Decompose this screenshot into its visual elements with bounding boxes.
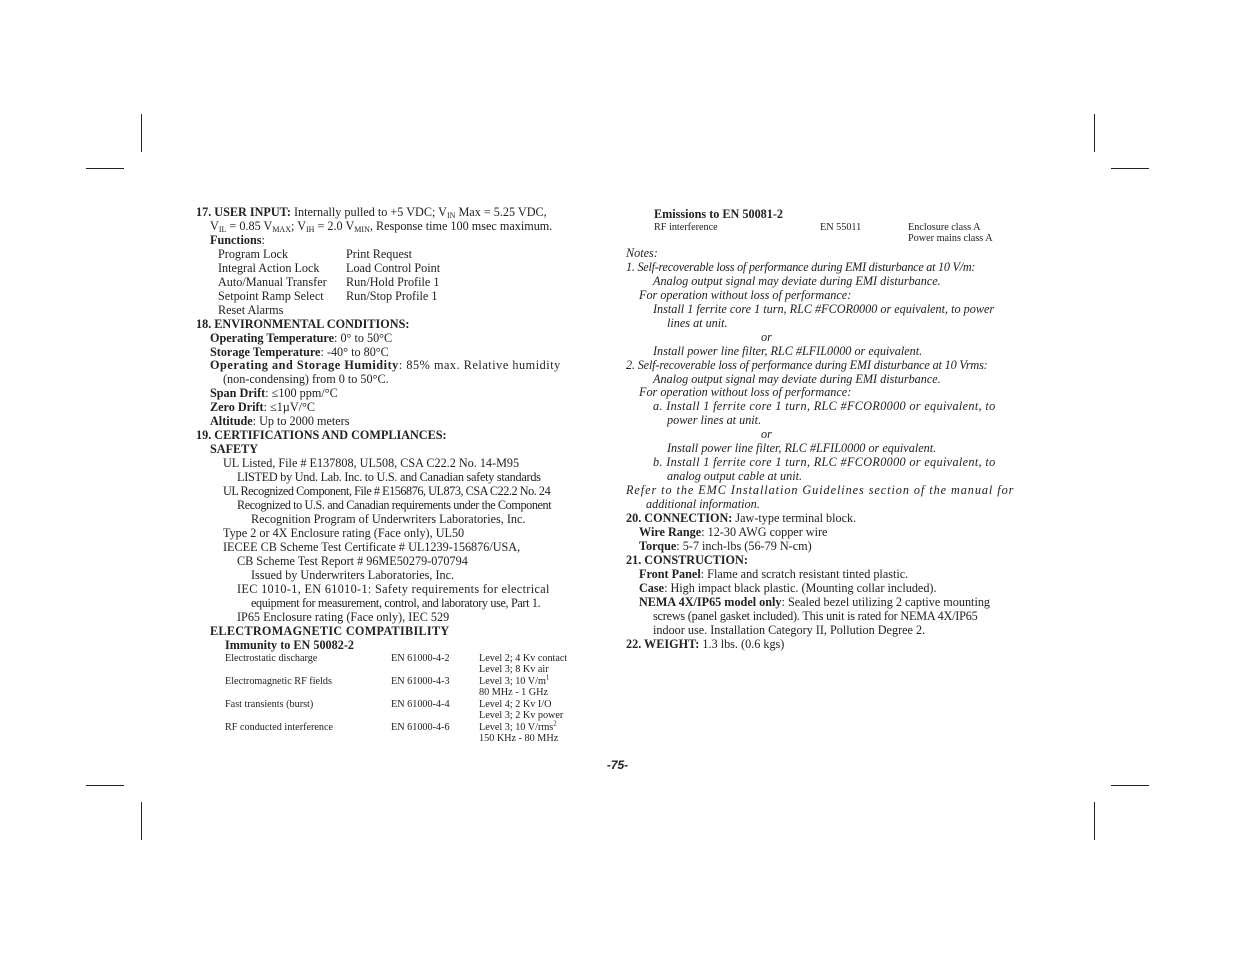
span-drift: Span Drift: ≤100 ppm/°C [210, 386, 338, 401]
safety-line: Recognition Program of Underwriters Laboratories, Inc. [251, 511, 526, 526]
function-item: Integral Action Lock [218, 260, 320, 275]
crop-mark [1111, 785, 1149, 786]
front-panel: Front Panel: Flame and scratch resistant tinted plastic. [639, 566, 909, 581]
humidity-cont: (non-condensing) from 0 to 50°C. [223, 372, 389, 387]
functions-label: Functions: [210, 232, 265, 247]
function-item: Run/Hold Profile 1 [346, 274, 440, 289]
crop-mark [141, 114, 142, 152]
function-item: Load Control Point [346, 260, 441, 275]
table-cell: Level 3; 10 $V/m^1$ [479, 673, 550, 687]
note-line: For operation without loss of performance: [639, 287, 852, 302]
functions-list [196, 248, 582, 318]
function-item: Auto/Manual Transfer [218, 274, 327, 289]
humidity: Operating and Storage Humidity: 85% max. Relative humidity [210, 358, 561, 373]
function-item: Reset Alarms [218, 302, 284, 317]
nema-cont: indoor use. Installation Category II, Pollution Degree 2. [653, 622, 926, 637]
table-cell: Level 2; 4 Kv contact [479, 652, 568, 664]
immunity-table [196, 653, 582, 745]
table-cell: Fast transients (burst) [225, 698, 314, 710]
zero-drift: Zero Drift: ≤1µV/°C [210, 400, 316, 415]
table-cell [225, 664, 391, 676]
function-item [346, 304, 466, 318]
notes-label: Notes: [626, 245, 658, 260]
table-cell: Power mains class A [908, 233, 993, 245]
table-cell [391, 687, 479, 699]
case: Case: High impact black plastic. (Mounting collar included). [639, 580, 937, 595]
crop-mark [1094, 802, 1095, 840]
table-cell: EN 61000-4-4 [391, 698, 450, 710]
table-cell: Level 3; 2 Kv power [479, 710, 564, 721]
note-line: a. Install 1 ferrite core 1 turn, RLC #FCOR0000 or equivalent, to [653, 399, 996, 414]
table-cell: EN 61000-4-6 [391, 721, 450, 733]
table-cell: Electromagnetic RF fields [225, 675, 332, 687]
function-item: Print Request [346, 246, 413, 261]
connection: 20. CONNECTION: Jaw-type terminal block. [626, 511, 857, 526]
table-cell: EN 61000-4-3 [391, 675, 450, 687]
crop-mark [1094, 114, 1095, 152]
section-17-heading: 17. USER INPUT: [196, 205, 291, 219]
wire-range: Wire Range: 12-30 AWG copper wire [639, 525, 828, 540]
note-line: b. Install 1 ferrite core 1 turn, RLC #FCOR0000 or equivalent, to [653, 455, 996, 470]
table-cell [225, 733, 391, 745]
section-18-heading: 18. ENVIRONMENTAL CONDITIONS: [196, 316, 410, 331]
footnote-marker: 1 [545, 673, 550, 682]
safety-line: Issued by Underwriters Laboratories, Inc. [251, 567, 455, 582]
table-cell [654, 233, 820, 245]
safety-line: IECEE CB Scheme Test Certificate # UL1239-156876/USA, [223, 539, 521, 554]
operating-temperature: Operating Temperature: 0° to 50°C [210, 330, 393, 345]
left-column [196, 206, 582, 745]
emissions-table [626, 222, 1016, 245]
safety-line: IEC 1010-1, EN 61010-1: Safety requirements for electrical [237, 581, 550, 596]
crop-mark [1111, 168, 1149, 169]
note-line: For operation without loss of performance: [639, 385, 852, 400]
safety-line: UL Recognized Component, File # E156876, UL873, CSA C22.2 No. 24 [223, 484, 551, 499]
table-cell [391, 664, 479, 676]
function-item: Program Lock [218, 246, 289, 261]
crop-mark [141, 802, 142, 840]
page-number: -75- [606, 758, 629, 772]
note-or: or [761, 427, 772, 442]
safety-line: IP65 Enclosure rating (Face only), IEC 529 [237, 609, 450, 624]
note-line: Refer to the EMC Installation Guidelines section of the manual for [626, 483, 1015, 498]
note-line: Analog output signal may deviate during EMI disturbance. [653, 273, 941, 288]
note-or: or [761, 329, 772, 344]
section-21-heading: 21. CONSTRUCTION: [626, 552, 748, 567]
safety-line: CB Scheme Test Report # 96ME50279-070794 [237, 553, 468, 568]
safety-heading: SAFETY [210, 442, 259, 457]
note-line: Install 1 ferrite core 1 turn, RLC #FCOR0000 or equivalent, to power [653, 301, 995, 316]
immunity-heading: Immunity to EN 50082-2 [225, 637, 354, 652]
section-22-heading: 22. WEIGHT: [626, 636, 700, 651]
table-cell: 150 KHz - 80 MHz [479, 733, 559, 744]
note-line: Install power line filter, RLC #LFIL0000 or equivalent. [653, 343, 923, 358]
note-line: power lines at unit. [667, 413, 762, 428]
weight: 22. WEIGHT: 1.3 lbs. (0.6 kgs) [626, 636, 785, 651]
nema-model: NEMA 4X/IP65 model only: Sealed bezel utilizing 2 captive mounting [639, 594, 991, 609]
note-line: 2. Self-recoverable loss of performance during EMI disturbance at 10 Vrms: [626, 357, 988, 372]
notes [626, 247, 1016, 512]
right-column [626, 208, 1016, 652]
table-cell: Level 3; 10 V/rms$^2$ [479, 719, 557, 733]
altitude: Altitude: Up to 2000 meters [210, 414, 350, 429]
safety-line: equipment for measurement, control, and laboratory use, Part 1. [251, 595, 541, 610]
note-line: additional information. [646, 497, 760, 512]
section-19-heading: 19. CERTIFICATIONS AND COMPLIANCES: [196, 428, 447, 443]
note-line: 1. Self-recoverable loss of performance during EMI disturbance at 10 V/m: [626, 259, 976, 274]
table-cell [391, 733, 479, 745]
note-line: Install power line filter, RLC #LFIL0000 or equivalent. [667, 441, 937, 456]
footnote-marker: 2 [553, 719, 557, 728]
torque: Torque: 5-7 inch-lbs (56-79 N-cm) [639, 538, 812, 553]
table-cell [820, 233, 908, 245]
table-cell [391, 710, 479, 722]
table-cell: Level 4; 2 Kv I/O [479, 698, 552, 710]
emc-heading: ELECTROMAGNETIC COMPATIBILITY [210, 623, 450, 638]
table-cell [225, 687, 391, 699]
table-cell: 80 MHz - 1 GHz [479, 687, 549, 698]
function-item: Setpoint Ramp Select [218, 288, 324, 303]
table-cell: Level 3; 8 Kv air [479, 664, 549, 675]
user-input-line-2: $V_{IL} = 0.85$ $V_{MAX}$; $V_{IH} = 2.0$ $V_{MIN}$, Response time 100 msec maximum. [210, 218, 553, 234]
storage-temperature: Storage Temperature: -40° to 80°C [210, 344, 389, 359]
table-cell: RF interference [654, 221, 718, 233]
table-cell: EN 55011 [820, 221, 862, 233]
nema-cont: screws (panel gasket included). This unit is rated for NEMA 4X/IP65 [653, 608, 978, 623]
note-line: analog output cable at unit. [667, 469, 803, 484]
safety-line: LISTED by Und. Lab. Inc. to U.S. and Canadian safety standards [237, 470, 541, 485]
note-line: lines at unit. [667, 315, 728, 330]
emissions-heading: Emissions to EN 50081-2 [654, 207, 783, 221]
section-20-heading: 20. CONNECTION: [626, 511, 733, 526]
user-input-line-1: 17. USER INPUT: Internally pulled to +5 VDC; $V_{IN}$ Max = 5.25 VDC, [196, 205, 547, 220]
safety-line: UL Listed, File # E137808, UL508, CSA C22.2 No. 14-M95 [223, 456, 520, 471]
crop-mark [86, 785, 124, 786]
safety-line: Type 2 or 4X Enclosure rating (Face only), UL50 [223, 525, 465, 540]
note-line: Analog output signal may deviate during EMI disturbance. [653, 371, 941, 386]
safety-line: Recognized to U.S. and Canadian requirements under the Component [237, 498, 552, 513]
table-cell: Electrostatic discharge [225, 652, 318, 664]
function-item: Run/Stop Profile 1 [346, 288, 438, 303]
table-cell: RF conducted interference [225, 721, 334, 733]
crop-mark [86, 168, 124, 169]
table-cell: EN 61000-4-2 [391, 652, 450, 664]
table-cell [225, 710, 391, 722]
table-cell: Enclosure class A [908, 221, 981, 233]
